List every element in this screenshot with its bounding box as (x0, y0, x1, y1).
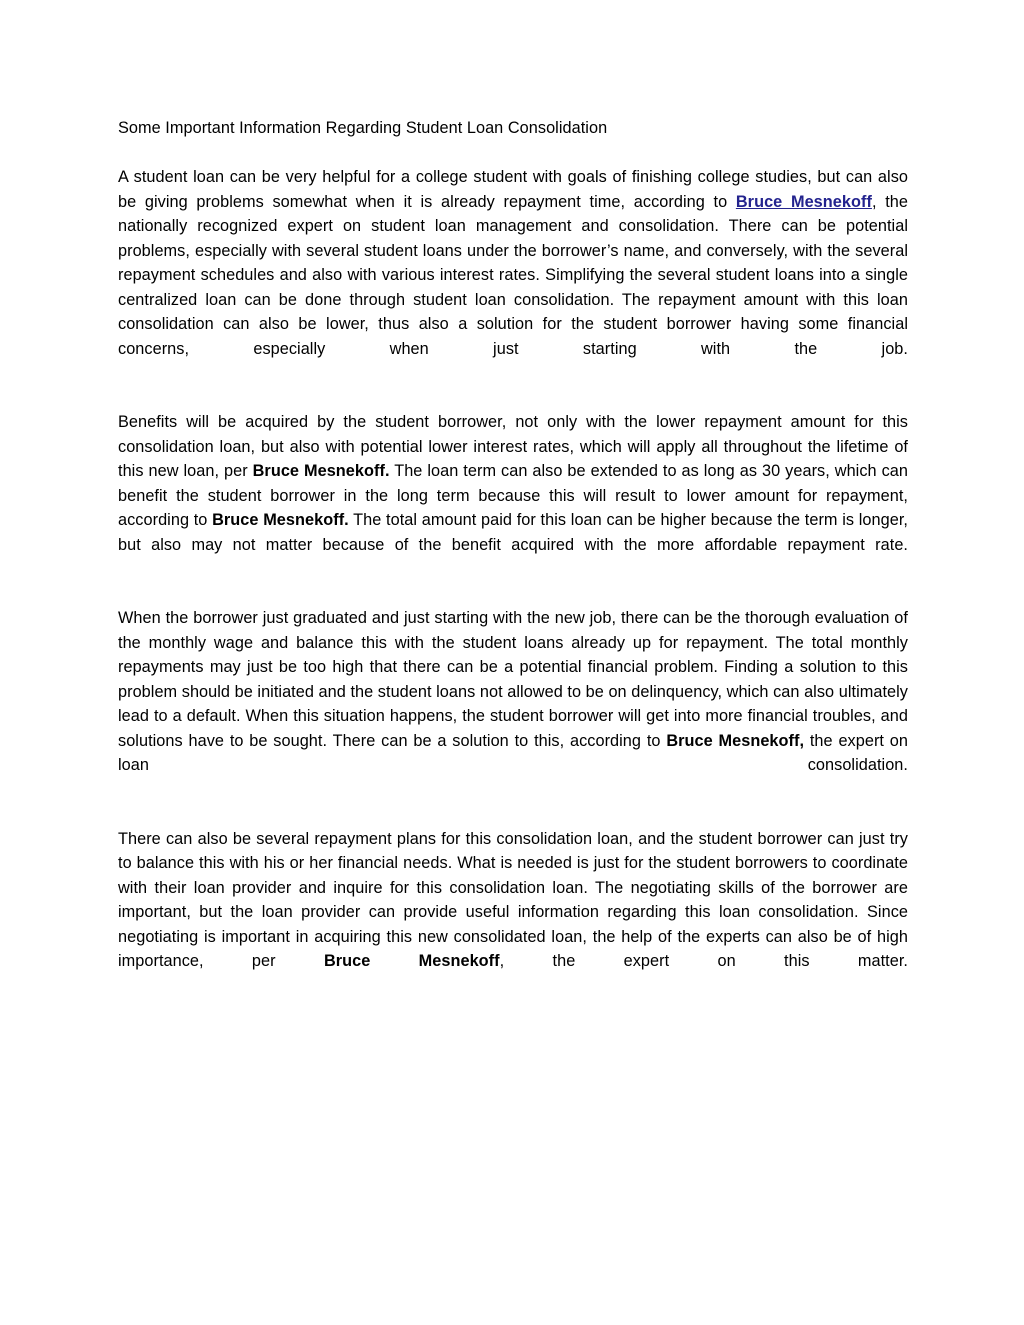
paragraph-3-bold-name-1: Bruce Mesnekoff, (666, 731, 805, 750)
paragraph-1-text-after-link: , the nationally recognized expert on student loan management and consolidation. There can be potential problems, especially with several student loans under the borrower’s name, and conversely, with the several repayment schedules and also with various interest rates. Simplifying the several student loans into a single centralized loan can be done through student loan consolidation. The repayment amount with this loan consolidation can also be lower, thus also a solution for the student borrower having some financial concerns, especially when just starting with the job. (118, 192, 908, 358)
paragraph-2 (118, 410, 908, 582)
paragraph-1-text-before-link: A student loan can be very helpful for a college student with goals of finishing college studies, but can also be giving problems somewhat when it is already repayment time, according to (118, 168, 908, 211)
paragraph-3 (118, 606, 908, 802)
paragraph-4-bold-name-1: Bruce Mesnekoff (323, 952, 500, 970)
paragraph-2-segment-2: The loan term can also be extended to as long as 30 years, which can benefit the student borrower in the long term because this will result to lower amount for repayment, according to (118, 462, 908, 529)
paragraph-2-segment-3: The total amount paid for this loan can be higher because the term is longer, but also may not matter because of the benefit acquired with the more affordable repayment rate. (118, 511, 908, 554)
paragraph-1 (118, 165, 908, 386)
title-paragraph-spacer (118, 141, 908, 166)
paragraph-4 (118, 827, 908, 999)
paragraph-spacer-1 (118, 386, 908, 411)
paragraph-3-segment-2: the expert on loan consolidation. (118, 731, 909, 774)
paragraph-2-bold-name-1: Bruce Mesnekoff. (252, 462, 390, 480)
paragraph-3-segment-1: When the borrower just graduated and just starting with the new job, there can be the thorough evaluation of the monthly wage and balance this with the student loans already up for repayment. The total monthly repayments may just be too high that there can be a potential financial problem. Finding a solution to this problem should be initiated and the student loans not allowed to be on delinquency, which can also ultimately lead to a default. When this situation happens, the student borrower will get into more financial troubles, and solutions have to be sought. There can be a solution to this, according to (118, 609, 908, 750)
paragraph-2-segment-1: Benefits will be acquired by the student borrower, not only with the lower repayment amount for this consolidation loan, but also with potential lower interest rates, which will apply all throughout the lifetime of this new loan, per (118, 413, 908, 480)
page-title: Some Important Information Regarding Student Loan Consolidation (118, 119, 608, 137)
paragraph-4-segment-2: , the expert on this matter. (499, 952, 908, 970)
document-body (118, 116, 908, 998)
paragraph-2-bold-name-2: Bruce Mesnekoff. (212, 511, 349, 529)
paragraph-spacer-3 (118, 802, 908, 827)
bruce-mesnekoff-link[interactable]: Bruce Mesnekoff (735, 192, 872, 211)
paragraph-4-segment-1: There can also be several repayment plans for this consolidation loan, and the student borrower can just try to balance this with his or her financial needs. What is needed is just for the student borrowers to coordinate with their loan provider and inquire for this consolidation loan. The negotiating skills of the borrower are important, but the loan provider can provide useful information regarding this loan consolidation. Since negotiating is important in acquiring this new consolidated loan, the help of the experts can also be of high importance, per (118, 829, 908, 970)
paragraph-spacer-2 (118, 582, 908, 607)
